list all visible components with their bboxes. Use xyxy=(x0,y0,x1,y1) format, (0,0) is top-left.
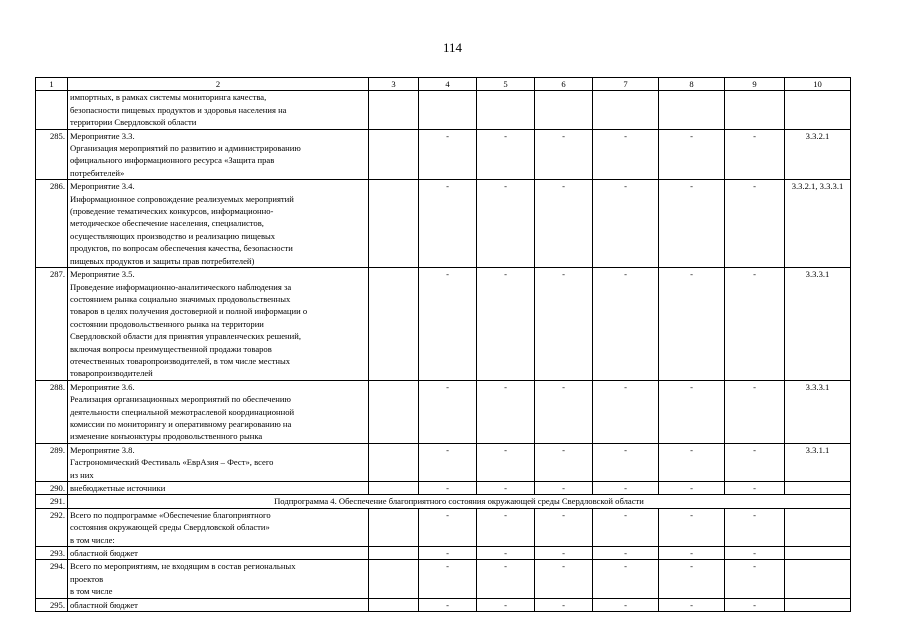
value-cell: - xyxy=(593,547,659,560)
value-cell xyxy=(659,91,725,129)
value-cell xyxy=(369,482,419,495)
value-cell: - xyxy=(725,129,785,180)
table-row xyxy=(36,560,851,598)
value-cell: - xyxy=(477,508,535,546)
header-cell: 7 xyxy=(593,78,659,91)
value-cell: - xyxy=(477,443,535,481)
row-number xyxy=(36,91,68,129)
value-cell: - xyxy=(535,180,593,268)
row-description: Всего по подпрограмме «Обеспечение благоприятного состояния окружающей среды Свердловской области» в том числе: xyxy=(68,508,369,546)
value-cell: - xyxy=(419,598,477,611)
value-cell: - xyxy=(535,508,593,546)
value-cell: - xyxy=(419,547,477,560)
value-cell: - xyxy=(725,268,785,381)
value-cell xyxy=(477,91,535,129)
target-indicator-cell: 3.3.2.1 xyxy=(785,129,851,180)
value-cell xyxy=(369,508,419,546)
row-number: 293. xyxy=(36,547,68,560)
row-number: 288. xyxy=(36,380,68,443)
value-cell: - xyxy=(725,547,785,560)
page-number: 114 xyxy=(442,40,463,55)
value-cell: - xyxy=(477,482,535,495)
value-cell: - xyxy=(659,443,725,481)
header-cell: 2 xyxy=(68,78,369,91)
table-row xyxy=(36,129,851,180)
header-cell: 4 xyxy=(419,78,477,91)
header-cell: 6 xyxy=(535,78,593,91)
value-cell: - xyxy=(659,560,725,598)
value-cell: - xyxy=(725,180,785,268)
value-cell: - xyxy=(535,560,593,598)
value-cell: - xyxy=(535,268,593,381)
value-cell: - xyxy=(593,129,659,180)
value-cell: - xyxy=(593,482,659,495)
row-description: Мероприятие 3.5. Проведение информационно-аналитического наблюдения за состоянием рынка социально значимых продовольственных товаров в целях получения достоверной и полной информации о состоянии продовольственного рынка на территории Свердловской области для принятия управленческих решений, включая вопросы преимущественной продажи товаров отечественных товаропроизводителей, в том числе местных товаропроизводителей xyxy=(68,268,369,381)
value-cell: - xyxy=(593,268,659,381)
header-cell: 8 xyxy=(659,78,725,91)
header-cell: 3 xyxy=(369,78,419,91)
target-indicator-cell xyxy=(785,560,851,598)
value-cell xyxy=(369,560,419,598)
value-cell: - xyxy=(725,508,785,546)
value-cell xyxy=(725,91,785,129)
value-cell: - xyxy=(593,380,659,443)
value-cell: - xyxy=(659,598,725,611)
value-cell: - xyxy=(725,482,785,495)
row-number: 291. xyxy=(36,495,68,508)
row-number: 292. xyxy=(36,508,68,546)
target-indicator-cell xyxy=(785,508,851,546)
value-cell: - xyxy=(535,547,593,560)
target-indicator-cell xyxy=(785,598,851,611)
table-body xyxy=(36,78,851,612)
target-indicator-cell: 3.3.1.1 xyxy=(785,443,851,481)
header-cell: 10 xyxy=(785,78,851,91)
value-cell: - xyxy=(659,268,725,381)
header-cell: 5 xyxy=(477,78,535,91)
table-row xyxy=(36,508,851,546)
header-cell: 9 xyxy=(725,78,785,91)
row-number: 287. xyxy=(36,268,68,381)
row-description: внебюджетные источники xyxy=(68,482,369,495)
value-cell: - xyxy=(419,268,477,381)
value-cell: - xyxy=(419,560,477,598)
value-cell xyxy=(369,129,419,180)
value-cell xyxy=(369,380,419,443)
row-description: Мероприятие 3.8. Гастрономический Фестиваль «ЕврАзия – Фест», всего из них xyxy=(68,443,369,481)
value-cell: - xyxy=(477,268,535,381)
value-cell xyxy=(535,91,593,129)
value-cell: - xyxy=(535,380,593,443)
value-cell: - xyxy=(477,547,535,560)
value-cell: - xyxy=(659,547,725,560)
target-indicator-cell: 3.3.3.1 xyxy=(785,268,851,381)
value-cell: - xyxy=(659,508,725,546)
value-cell: - xyxy=(419,180,477,268)
table-row xyxy=(36,268,851,381)
value-cell: - xyxy=(593,180,659,268)
row-number: 289. xyxy=(36,443,68,481)
row-description: Всего по мероприятиям, не входящим в состав региональных проектов в том числе xyxy=(68,560,369,598)
value-cell: - xyxy=(725,443,785,481)
value-cell: - xyxy=(535,443,593,481)
row-description: Мероприятие 3.6. Реализация организационных мероприятий по обеспечению деятельности специальной межотраслевой координационной комиссии по мониторингу и оперативному реагированию на изменение конъюнктуры продовольственного рынка xyxy=(68,380,369,443)
value-cell: - xyxy=(659,129,725,180)
value-cell: - xyxy=(725,560,785,598)
value-cell: - xyxy=(419,129,477,180)
value-cell: - xyxy=(659,482,725,495)
table-row xyxy=(36,443,851,481)
value-cell: - xyxy=(725,380,785,443)
value-cell: - xyxy=(593,560,659,598)
table-row xyxy=(36,180,851,268)
target-indicator-cell xyxy=(785,482,851,495)
target-indicator-cell: 3.3.3.1 xyxy=(785,380,851,443)
table-row xyxy=(36,547,851,560)
target-indicator-cell xyxy=(785,91,851,129)
value-cell: - xyxy=(419,508,477,546)
value-cell: - xyxy=(477,598,535,611)
row-description: импортных, в рамках системы мониторинга качества, безопасности пищевых продуктов и здоровья населения на территории Свердловской области xyxy=(68,91,369,129)
table-row xyxy=(36,380,851,443)
subprogram-title: Подпрограмма 4. Обеспечение благоприятного состояния окружающей среды Свердловской области xyxy=(68,495,851,508)
row-number: 285. xyxy=(36,129,68,180)
value-cell xyxy=(369,268,419,381)
value-cell: - xyxy=(659,180,725,268)
value-cell: - xyxy=(593,443,659,481)
value-cell: - xyxy=(535,482,593,495)
row-number: 290. xyxy=(36,482,68,495)
value-cell: - xyxy=(659,380,725,443)
target-indicator-cell xyxy=(785,547,851,560)
value-cell: - xyxy=(535,598,593,611)
header-cell: 1 xyxy=(36,78,68,91)
value-cell: - xyxy=(477,560,535,598)
table-row xyxy=(36,482,851,495)
value-cell: - xyxy=(535,129,593,180)
value-cell xyxy=(369,443,419,481)
value-cell: - xyxy=(419,380,477,443)
row-description: Мероприятие 3.3. Организация мероприятий по развитию и администрированию официального информационного ресурса «Защита прав потребителей» xyxy=(68,129,369,180)
value-cell xyxy=(593,91,659,129)
value-cell xyxy=(369,180,419,268)
row-description: областной бюджет xyxy=(68,547,369,560)
row-description: областной бюджет xyxy=(68,598,369,611)
value-cell: - xyxy=(419,482,477,495)
value-cell: - xyxy=(593,508,659,546)
value-cell xyxy=(369,598,419,611)
value-cell: - xyxy=(477,180,535,268)
value-cell: - xyxy=(477,380,535,443)
value-cell: - xyxy=(477,129,535,180)
value-cell xyxy=(419,91,477,129)
row-number: 295. xyxy=(36,598,68,611)
row-description: Мероприятие 3.4. Информационное сопровождение реализуемых мероприятий (проведение тематических конкурсов, информационно- методическое обеспечение населения, специалистов, осуществляющих производство и реализацию пищевых продуктов, по вопросам обеспечения качества, безопасности пищевых продуктов и защиты прав потребителей) xyxy=(68,180,369,268)
program-table xyxy=(35,77,851,612)
value-cell xyxy=(369,547,419,560)
table-row xyxy=(36,91,851,129)
row-number: 286. xyxy=(36,180,68,268)
value-cell: - xyxy=(593,598,659,611)
value-cell: - xyxy=(419,443,477,481)
table-header-row xyxy=(36,78,851,91)
table-row xyxy=(36,495,851,508)
value-cell xyxy=(369,91,419,129)
row-number: 294. xyxy=(36,560,68,598)
value-cell: - xyxy=(725,598,785,611)
target-indicator-cell: 3.3.2.1, 3.3.3.1 xyxy=(785,180,851,268)
table-row xyxy=(36,598,851,611)
